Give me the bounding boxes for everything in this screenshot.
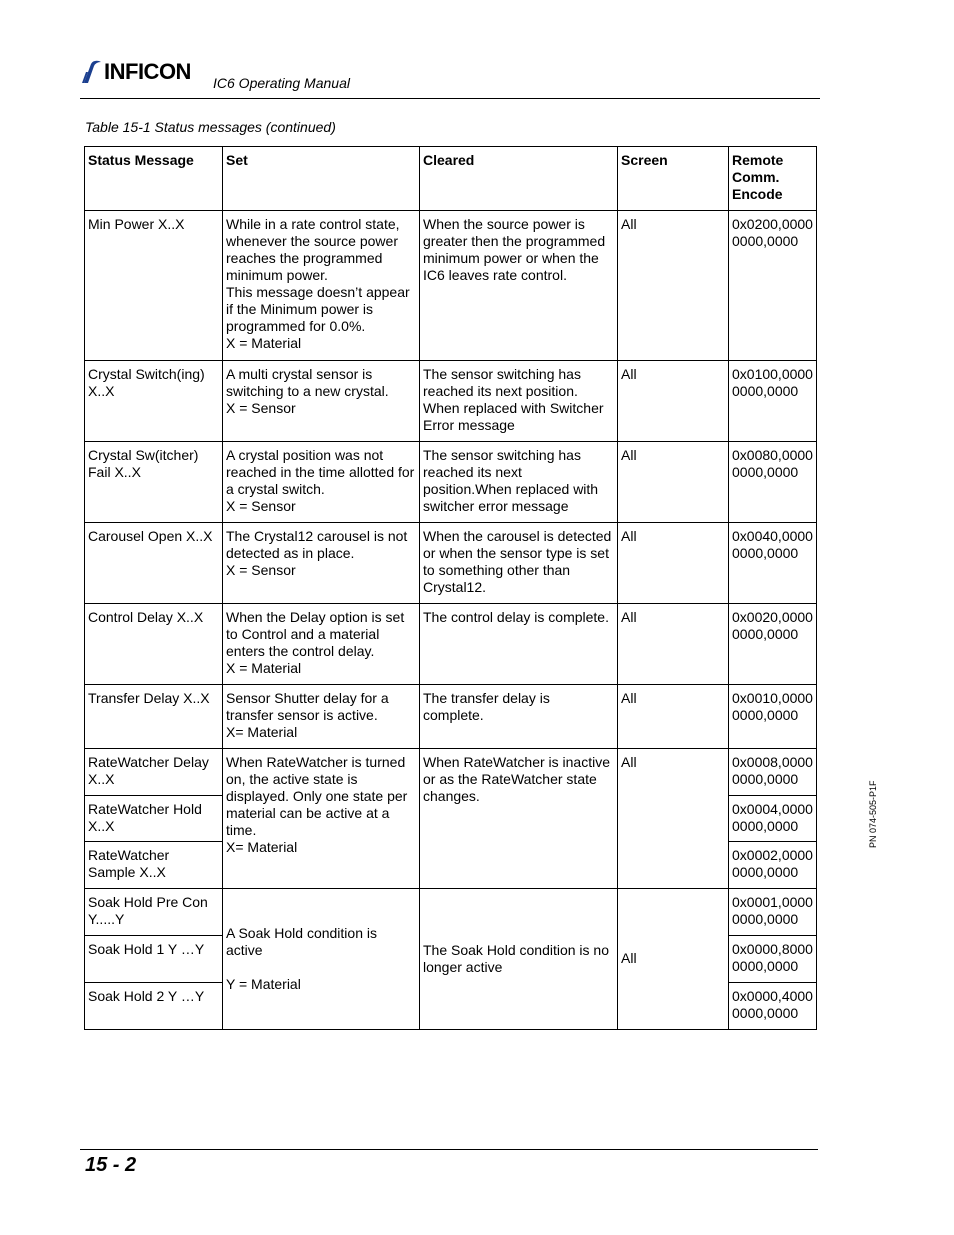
table-row: [85, 889, 817, 936]
encode-line: 0000,0000: [732, 464, 799, 480]
table-row: [85, 361, 817, 442]
set-text: [226, 959, 416, 976]
encode-line: 0x0020,0000: [732, 609, 813, 625]
encode-line: 0x0100,0000: [732, 366, 813, 382]
set-cell: [223, 889, 420, 1030]
encode-cell: [729, 842, 817, 889]
encode-cell: [729, 936, 817, 983]
encode-line: 0000,0000: [732, 626, 799, 642]
set-text: X = Sensor: [226, 498, 296, 514]
status-message-cell: Crystal Switch(ing) X..X: [85, 361, 223, 442]
status-message-cell: Soak Hold 2 Y …Y: [85, 983, 223, 1030]
set-text: X= Material: [226, 724, 298, 740]
set-text: A multi crystal sensor is switching to a new crystal.: [226, 366, 389, 399]
cleared-text: When the carousel is detected or when the sensor type is set to something other than Crystal12.: [423, 528, 612, 595]
encode-line: 0x0040,0000: [732, 528, 813, 544]
encode-line: 0000,0000: [732, 1005, 799, 1021]
cleared-cell: [420, 211, 618, 361]
cleared-cell: [420, 685, 618, 749]
encode-line: 0x0000,8000: [732, 941, 813, 957]
part-number: PN 074-505-P1F: [868, 780, 878, 848]
encode-cell: [729, 796, 817, 842]
set-text: X = Material: [226, 335, 302, 351]
screen-cell: All: [618, 604, 729, 685]
status-messages-table: [84, 146, 817, 1030]
screen-cell: All: [618, 211, 729, 361]
set-text: A crystal position was not reached in the time allotted for a crystal switch.: [226, 447, 415, 497]
set-text: X = Material: [226, 660, 302, 676]
set-cell: [223, 685, 420, 749]
header-rule: [80, 98, 820, 99]
encode-line: 0000,0000: [732, 958, 799, 974]
table-caption: Table 15-1 Status messages (continued): [85, 119, 336, 135]
header-cleared: Cleared: [420, 147, 618, 211]
encode-line: 0x0080,0000: [732, 447, 813, 463]
table-row: [85, 604, 817, 685]
encode-line: 0x0008,0000: [732, 754, 813, 770]
status-message-cell: Crystal Sw(itcher) Fail X..X: [85, 442, 223, 523]
encode-line: 0000,0000: [732, 233, 799, 249]
status-message-cell: Carousel Open X..X: [85, 523, 223, 604]
cleared-text: When the source power is greater then the programmed minimum power or when the IC6 leaves rate control.: [423, 216, 606, 283]
cleared-text: The sensor switching has reached its next position.When replaced with switcher error message: [423, 447, 599, 514]
cleared-cell: [420, 604, 618, 685]
cleared-text: The control delay is complete.: [423, 609, 609, 625]
screen-cell: All: [618, 523, 729, 604]
set-text: X= Material: [226, 839, 298, 855]
inficon-logo-icon: [80, 60, 102, 84]
screen-cell: All: [618, 361, 729, 442]
set-cell: [223, 361, 420, 442]
encode-line: 0x0001,0000: [732, 894, 813, 910]
status-message-cell: RateWatcher Sample X..X: [85, 842, 223, 889]
table-row: [85, 211, 817, 361]
set-text: This message doesn’t appear if the Minimum power is programmed for 0.0%.: [226, 284, 410, 334]
status-message-cell: Transfer Delay X..X: [85, 685, 223, 749]
cleared-text: The sensor switching has reached its next position. When replaced with Switcher Error message: [423, 366, 604, 433]
status-message-cell: Control Delay X..X: [85, 604, 223, 685]
cleared-text: The Soak Hold condition is no longer active: [423, 941, 609, 975]
encode-cell: [729, 361, 817, 442]
encode-cell: [729, 523, 817, 604]
encode-cell: [729, 889, 817, 936]
table-row: [85, 523, 817, 604]
header-encode-line: Encode: [732, 186, 783, 202]
encode-line: 0000,0000: [732, 818, 799, 834]
encode-line: 0000,0000: [732, 771, 799, 787]
cleared-text: When RateWatcher is inactive or as the RateWatcher state changes.: [423, 754, 610, 804]
encode-line: 0000,0000: [732, 707, 799, 723]
table-row: [85, 749, 817, 796]
screen-cell: All: [618, 889, 729, 1030]
cleared-cell: [420, 361, 618, 442]
screen-cell: All: [618, 749, 729, 889]
encode-line: 0000,0000: [732, 383, 799, 399]
set-text: When the Delay option is set to Control and a material enters the control delay.: [226, 609, 405, 659]
page-number: 15 - 2: [85, 1154, 137, 1176]
header-comm-line: Comm.: [732, 169, 780, 185]
status-message-cell: RateWatcher Delay X..X: [85, 749, 223, 796]
footer-rule: [80, 1149, 818, 1150]
set-cell: [223, 604, 420, 685]
header-set: Set: [223, 147, 420, 211]
cleared-text: The transfer delay is complete.: [423, 690, 550, 723]
encode-line: 0x0002,0000: [732, 847, 813, 863]
inficon-logo: [80, 58, 191, 86]
encode-cell: [729, 749, 817, 796]
screen-cell: All: [618, 442, 729, 523]
header-status-message: Status Message: [85, 147, 223, 211]
screen-cell: All: [618, 685, 729, 749]
encode-cell: [729, 983, 817, 1030]
status-message-cell: Min Power X..X: [85, 211, 223, 361]
set-cell: [223, 442, 420, 523]
encode-cell: [729, 442, 817, 523]
set-cell: [223, 211, 420, 361]
encode-cell: [729, 685, 817, 749]
encode-line: 0000,0000: [732, 864, 799, 880]
set-text: Y = Material: [226, 975, 301, 992]
set-cell: [223, 523, 420, 604]
cleared-cell: [420, 889, 618, 1030]
table-header-row: [85, 147, 817, 211]
encode-line: 0x0200,0000: [732, 216, 813, 232]
status-message-cell: Soak Hold Pre Con Y.....Y: [85, 889, 223, 936]
encode-line: 0x0010,0000: [732, 690, 813, 706]
set-text: Sensor Shutter delay for a transfer sensor is active.: [226, 690, 389, 723]
encode-line: 0x0004,0000: [732, 801, 813, 817]
encode-line: 0000,0000: [732, 911, 799, 927]
header-screen: Screen: [618, 147, 729, 211]
cleared-cell: [420, 442, 618, 523]
set-text: X = Sensor: [226, 400, 296, 416]
set-text: While in a rate control state, whenever the source power reaches the programmed minimum power.: [226, 216, 400, 283]
cleared-cell: [420, 749, 618, 889]
logo-text: INFICON: [104, 59, 191, 84]
set-text: A Soak Hold condition is active: [226, 924, 377, 958]
encode-line: 0000,0000: [732, 545, 799, 561]
encode-cell: [729, 604, 817, 685]
encode-cell: [729, 211, 817, 361]
table-row: [85, 685, 817, 749]
table-row: [85, 442, 817, 523]
cleared-cell: [420, 523, 618, 604]
set-text: The Crystal12 carousel is not detected as in place.: [226, 528, 408, 561]
set-text: X = Sensor: [226, 562, 296, 578]
header-remote-encode: [729, 147, 817, 211]
set-cell: [223, 749, 420, 889]
status-message-cell: Soak Hold 1 Y …Y: [85, 936, 223, 983]
set-text: When RateWatcher is turned on, the active state is displayed. Only one state per material can be active at a time.: [226, 754, 408, 838]
header-remote-line: Remote: [732, 152, 784, 168]
status-message-cell: RateWatcher Hold X..X: [85, 796, 223, 842]
encode-line: 0x0000,4000: [732, 988, 813, 1004]
manual-title: IC6 Operating Manual: [213, 75, 350, 91]
